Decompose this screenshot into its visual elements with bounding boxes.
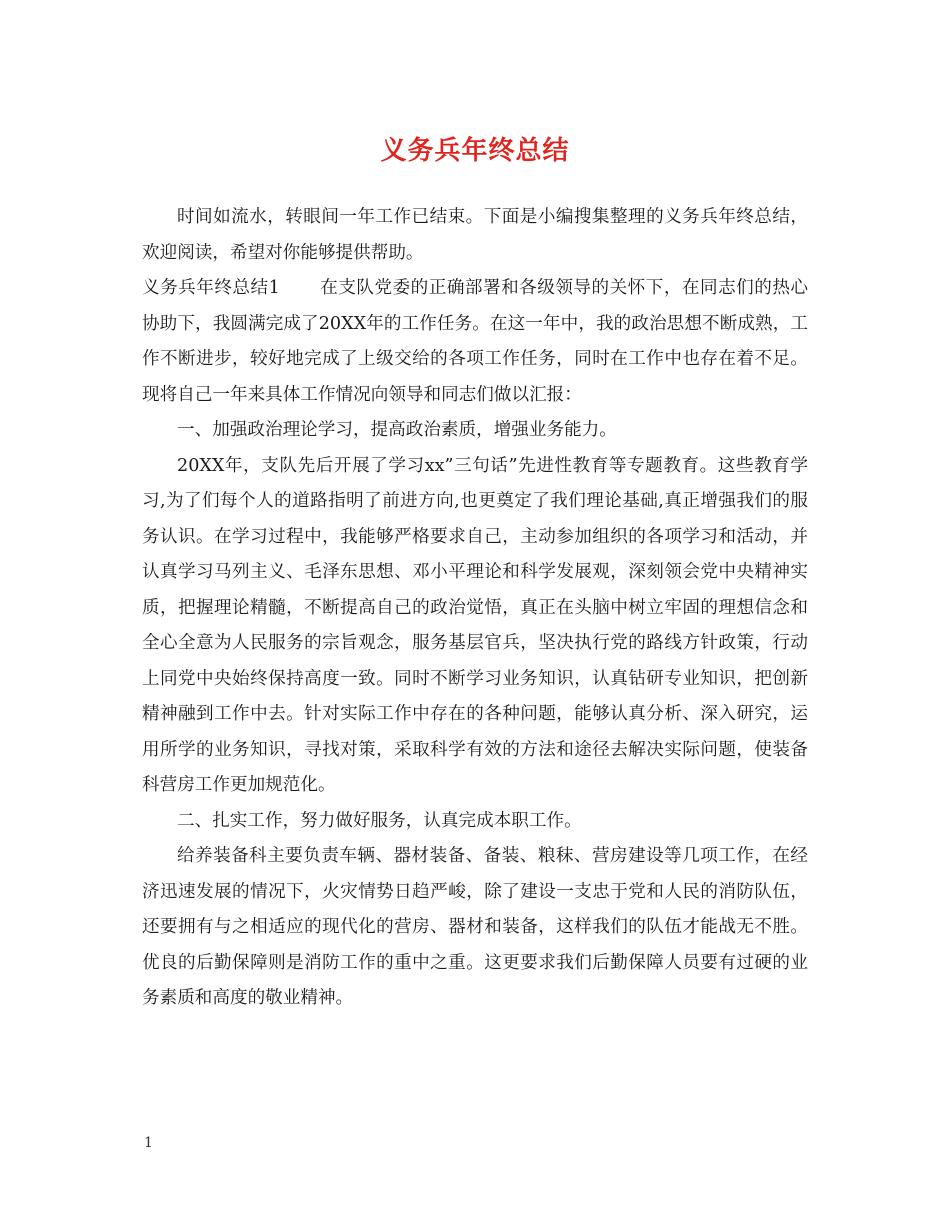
page-number: 1: [144, 1135, 153, 1151]
section-opening-text: 在支队党委的正确部署和各级领导的关怀下，在同志们的热心协助下，我圆满完成了20XX年的工作任务。在这一年中，我的政治思想不断成熟，工作不断进步，较好地完成了上级交给的各项工作任务，同时在工作中也存在着不足。现将自己一年来具体工作情况向领导和同志们做以汇报：: [142, 278, 808, 405]
document-title: 义务兵年终总结: [380, 136, 570, 166]
heading-one: 一、加强政治理论学习，提高政治素质，增强业务能力。: [177, 420, 617, 440]
section-label: 义务兵年终总结1: [142, 278, 280, 298]
paragraph-two: 给养装备科主要负责车辆、器材装备、备装、粮秣、营房建设等几项工作，在经济迅速发展的情况下，火灾情势日趋严峻，除了建设一支忠于党和人民的消防队伍，还要拥有与之相适应的现代化的营房、器材和装备，这样我们的队伍才能战无不胜。优良的后勤保障则是消防工作的重中之重。这更要求我们后勤保障人员要有过硬的业务素质和高度的敬业精神。: [142, 846, 808, 1008]
section-paragraph: [142, 271, 808, 413]
document-body: [142, 200, 808, 1017]
intro-paragraph: 时间如流水，转眼间一年工作已结束。下面是小编搜集整理的义务兵年终总结，欢迎阅读，希望对你能够提供帮助。: [142, 207, 808, 263]
paragraph-one: 20XX年，支队先后开展了学习xx”三句话”先进性教育等专题教育。这些教育学习,为了们每个人的道路指明了前进方向,也更奠定了我们理论基础,真正增强我们的服务认识。在学习过程中，我能够严格要求自己，主动参加组织的各项学习和活动，并认真学习马列主义、毛泽东思想、邓小平理论和科学发展观，深刻领会党中央精神实质，把握理论精髓，不断提高自己的政治觉悟，真正在头脑中树立牢固的理想信念和全心全意为人民服务的宗旨观念，服务基层官兵，坚决执行党的路线方针政策，行动上同党中央始终保持高度一致。同时不断学习业务知识，认真钻研专业知识，把创新精神融到工作中去。针对实际工作中存在的各种问题，能够认真分析、深入研究，运用所学的业务知识，寻找对策，采取科学有效的方法和途径去解决实际问题，使装备科营房工作更加规范化。: [142, 455, 808, 795]
heading-two: 二、扎实工作，努力做好服务，认真完成本职工作。: [177, 810, 582, 831]
